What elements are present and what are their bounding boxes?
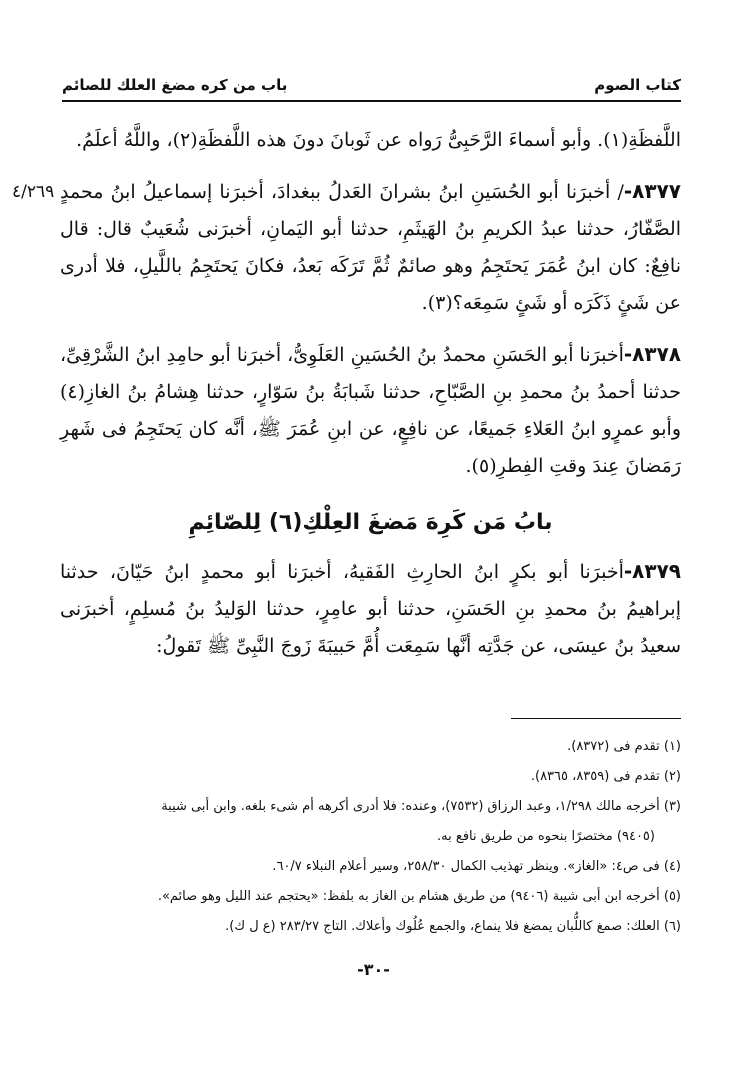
main-text: [60, 122, 681, 665]
chapter-running-title: باب من كره مضغ العلك للصائم: [62, 76, 288, 94]
margin-volume-page-reference: ٤/٢٦٩: [12, 182, 55, 202]
running-header: [62, 64, 681, 94]
footnote-continuation: (٩٤٠٥) مختصرًا بنحوه من طريق نافع به.: [437, 829, 655, 844]
hadith-8379: [60, 553, 681, 665]
book-title: كتاب الصوم: [594, 76, 681, 94]
footnote: (١) تقدم فى (٨٣٧٢).: [567, 739, 681, 754]
intro-line: اللَّفظَةِ(١). وأبو أسماءَ الرَّحَبِىُّ رَواه عن ثَوبانَ دونَ هذه اللَّفظَةِ(٢)، واللَّهُ أعلَمُ.: [76, 129, 681, 151]
chapter-title: بابُ مَن كَرِهَ مَضغَ العِلْكِ(٦) لِلصّائِمِ: [188, 510, 553, 535]
header-divider: [62, 100, 681, 102]
hadith-8378: [60, 336, 681, 485]
footnotes: [62, 734, 681, 944]
footnote: (٣) أخرجه مالك ١/٢٩٨، وعبد الرزاق (٧٥٣٢)، وعنده: فلا أدرى أكرهه أم شىء بلغه. وابن أبى شيبة: [161, 799, 681, 814]
hadith-text: / أخبرَنا أبو الحُسَينِ ابنُ بشرانَ العَدلُ ببغدادَ، أخبرَنا إسماعيلُ ابنُ محمدٍ الصَّفّارُ، حدثنا عبدُ الكريمِ بنُ الهَيثَمِ، حدثنا أبو اليَمانِ، أخبرَنى شُعَيبٌ قال: قال نافِعٌ: كان ابنُ عُمَرَ يَحتَجِمُ وهو صائمٌ ثُمَّ تَرَكَه بَعدُ، فكانَ يَحتَجِمُ باللَّيلِ، فلا أدرى عن شَئٍ ذَكَرَه أو شَئٍ سَمِعَه؟(٣).: [60, 181, 681, 314]
hadith-number: ٨٣٧٨-: [623, 342, 681, 366]
footnote: (٤) فى ص٤: «الغاز». وينظر تهذيب الكمال ٢٥٨/٣٠، وسير أعلام النبلاء ٦٠/٧.: [272, 859, 681, 874]
footnote-divider: [511, 718, 681, 719]
footnote: (٢) تقدم فى (٨٣٥٩، ٨٣٦٥).: [530, 769, 681, 784]
hadith-number: ٨٣٧٧-: [623, 179, 681, 203]
page-number: -٣٠-: [357, 960, 390, 979]
footnote: (٦) العلك: صمغ كاللُّبان يمضغ فلا ينماع، والجمع عُلُوك وأعلاك. التاج ٢٨٣/٢٧ (ع ل ك).: [225, 919, 681, 934]
hadith-number: ٨٣٧٩-: [623, 559, 681, 583]
hadith-text: أخبرَنا أبو الحَسَنِ محمدُ بنُ الحُسَينِ العَلَوِىُّ، أخبرَنا أبو حامِدِ ابنُ الشَّرْقِىِّ، حدثنا أحمدُ بنُ محمدِ بنِ الصَّبّاحِ، حدثنا شَبابَةُ بنُ سَوّارٍ، حدثنا هِشامُ بنُ الغازِ(٤) وأبو عمرٍو ابنُ العَلاءِ جَميعًا، عن نافِعٍ، عن ابنِ عُمَرَ ﷺ، أنَّه كان يَحتَجِمُ فى شَهرِ رَمَضانَ عِندَ وقتِ الفِطرِ(٥).: [60, 344, 681, 477]
hadith-8377: [60, 173, 681, 322]
hadith-text: أخبرَنا أبو بكرٍ ابنُ الحارِثِ الفَقيهُ، أخبرَنا أبو محمدٍ ابنُ حَيّانَ، حدثنا إبراهيمُ بنُ محمدِ بنِ الحَسَنِ، حدثنا أبو عامِرٍ، حدثنا الوَليدُ بنُ مُسلِمٍ، أخبرَنى سعيدُ بنُ عيسَى، عن جَدَّتِه أنَّها سَمِعَت أُمَّ حَبيبَةَ زَوجَ النَّبِىِّ ﷺ تَقولُ:: [60, 561, 681, 657]
footnote: (٥) أخرجه ابن أبى شيبة (٩٤٠٦) من طريق هشام بن الغاز به بلفظ: «يحتجم عند الليل وهو صائم».: [157, 889, 681, 904]
